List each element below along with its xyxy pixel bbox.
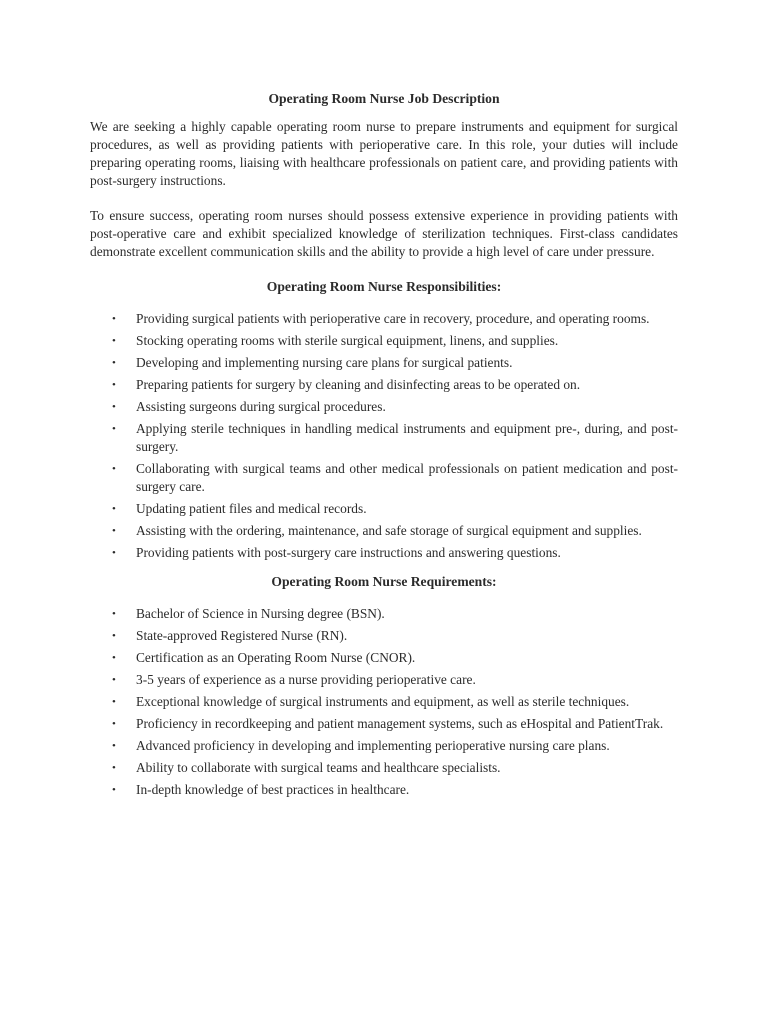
- list-item: [90, 671, 678, 689]
- list-item: [90, 310, 678, 328]
- list-item: [90, 354, 678, 372]
- bullet-icon: •: [112, 503, 116, 515]
- list-item: [90, 398, 678, 416]
- document-page: [90, 90, 678, 810]
- list-item: [90, 460, 678, 496]
- bullet-icon: •: [112, 608, 116, 620]
- bullet-icon: •: [112, 652, 116, 664]
- bullet-icon: •: [112, 423, 116, 435]
- responsibilities-heading: Operating Room Nurse Responsibilities:: [266, 279, 502, 294]
- list-item: [90, 649, 678, 667]
- bullet-icon: •: [112, 674, 116, 686]
- list-item-text: Assisting surgeons during surgical procedures.: [136, 399, 386, 414]
- bullet-icon: •: [112, 335, 116, 347]
- list-item: [90, 522, 678, 540]
- list-item-text: Exceptional knowledge of surgical instruments and equipment, as well as sterile techniques.: [136, 694, 630, 709]
- list-item-text: Developing and implementing nursing care plans for surgical patients.: [136, 355, 513, 370]
- list-item-text: Advanced proficiency in developing and implementing perioperative nursing care plans.: [136, 738, 610, 753]
- list-item-text: Assisting with the ordering, maintenance, and safe storage of surgical equipment and supplies.: [136, 523, 642, 538]
- bullet-icon: •: [112, 525, 116, 537]
- list-item-text: In-depth knowledge of best practices in healthcare.: [136, 782, 410, 797]
- list-item: [90, 737, 678, 755]
- requirements-list: [90, 605, 678, 799]
- list-item-text: Providing patients with post-surgery care instructions and answering questions.: [136, 545, 561, 560]
- list-item: [90, 500, 678, 518]
- requirements-heading: Operating Room Nurse Requirements:: [271, 574, 497, 589]
- list-item-text: Stocking operating rooms with sterile surgical equipment, linens, and supplies.: [136, 333, 559, 348]
- list-item-text: Certification as an Operating Room Nurse (CNOR).: [136, 650, 416, 665]
- list-item-text: Applying sterile techniques in handling medical instruments and equipment pre-, during, and post-surgery.: [136, 421, 678, 454]
- list-item: [90, 544, 678, 562]
- bullet-icon: •: [112, 547, 116, 559]
- list-item: [90, 759, 678, 777]
- list-item-text: Updating patient files and medical records.: [136, 501, 367, 516]
- document-title: Operating Room Nurse Job Description: [268, 91, 500, 106]
- list-item-text: 3-5 years of experience as a nurse providing perioperative care.: [136, 672, 476, 687]
- list-item: [90, 715, 678, 733]
- bullet-icon: •: [112, 740, 116, 752]
- bullet-icon: •: [112, 630, 116, 642]
- list-item: [90, 627, 678, 645]
- bullet-icon: •: [112, 784, 116, 796]
- list-item-text: Providing surgical patients with perioperative care in recovery, procedure, and operating rooms.: [136, 311, 650, 326]
- bullet-icon: •: [112, 401, 116, 413]
- list-item-text: Proficiency in recordkeeping and patient management systems, such as eHospital and PatientTrak.: [136, 716, 664, 731]
- list-item-text: Bachelor of Science in Nursing degree (BSN).: [136, 606, 385, 621]
- list-item-text: State-approved Registered Nurse (RN).: [136, 628, 348, 643]
- list-item-text: Preparing patients for surgery by cleaning and disinfecting areas to be operated on.: [136, 377, 581, 392]
- list-item-text: Ability to collaborate with surgical teams and healthcare specialists.: [136, 760, 501, 775]
- bullet-icon: •: [112, 379, 116, 391]
- responsibilities-list: [90, 310, 678, 562]
- intro-paragraph: We are seeking a highly capable operating room nurse to prepare instruments and equipment for surgical procedures, as well as providing patients with perioperative care. In this role, your duties will include preparing operating rooms, liaising with healthcare professionals on patient care, and providing patients with post-surgery instructions.: [90, 119, 678, 188]
- bullet-icon: •: [112, 718, 116, 730]
- bullet-icon: •: [112, 463, 116, 475]
- bullet-icon: •: [112, 696, 116, 708]
- list-item: [90, 693, 678, 711]
- bullet-icon: •: [112, 762, 116, 774]
- bullet-icon: •: [112, 357, 116, 369]
- list-item: [90, 376, 678, 394]
- list-item: [90, 332, 678, 350]
- list-item: [90, 420, 678, 456]
- list-item: [90, 781, 678, 799]
- list-item: [90, 605, 678, 623]
- list-item-text: Collaborating with surgical teams and other medical professionals on patient medication and post-surgery care.: [136, 461, 678, 494]
- bullet-icon: •: [112, 313, 116, 325]
- intro-paragraph: To ensure success, operating room nurses should possess extensive experience in providing patients with post-operative care and exhibit specialized knowledge of sterilization techniques. First-class candidates demonstrate excellent communication skills and the ability to provide a high level of care under pressure.: [90, 208, 678, 259]
